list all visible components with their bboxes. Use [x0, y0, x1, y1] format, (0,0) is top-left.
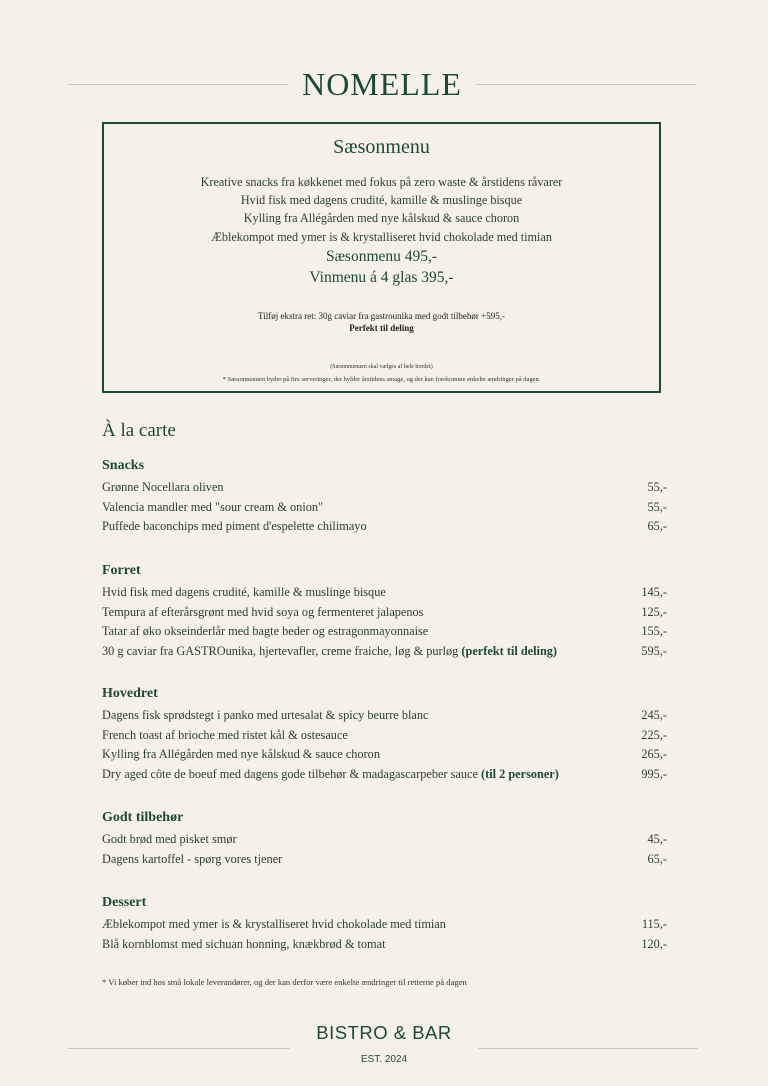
menu-item-text: Dry aged côte de boeuf med dagens gode tilbehør & madagascarpeber sauce: [102, 766, 481, 781]
season-title: Sæsonmenu: [333, 136, 430, 158]
menu-item-price: 120,-: [641, 936, 667, 951]
menu-item-price: 125,-: [641, 604, 667, 619]
menu-item: [102, 765, 667, 785]
menu-item-text: Puffede baconchips med piment d'espelette chilimayo: [102, 519, 367, 533]
menu-item-price: 995,-: [641, 766, 667, 781]
menu-item-name: [102, 603, 423, 623]
menu-item-text: Hvid fisk med dagens crudité, kamille & muslinge bisque: [102, 585, 386, 599]
menu-item-text: 30 g caviar fra GASTROunika, hjertevafler, creme fraiche, løg & purløg: [102, 643, 462, 658]
menu-item-name: [102, 726, 348, 746]
menu-item-name: [102, 622, 428, 642]
footer-title: BISTRO & BAR: [316, 1022, 452, 1043]
menu-item-price: 65,-: [647, 851, 667, 866]
season-course: Hvid fisk med dagens crudité, kamille & muslinge bisque: [240, 193, 523, 208]
menu-item: [102, 517, 667, 537]
season-footnote: * Sæsonmenuen byder på fire serveringer, der hylder årstidens smage, og der kan forekomme enkelte ændringer på dagen.: [222, 375, 541, 383]
header: [68, 62, 696, 106]
menu-item-name: [102, 830, 237, 850]
menu-item-text: Dagens fisk sprødstegt i panko med urtesalat & spicy beurre blanc: [102, 708, 429, 722]
season-course: Æblekompot med ymer is & krystalliseret hvid chokolade med timian: [211, 229, 552, 244]
extra-course: [104, 310, 659, 334]
supplier-footnote: * Vi køber ind hos små lokale leverandører, og der kan derfor være enkelte ændringer til retterne på dagen: [102, 977, 467, 987]
menu-item-price: 45,-: [647, 832, 667, 846]
menu-item-text: Æblekompot med ymer is & krystalliseret hvid chokolade med timian: [102, 917, 446, 931]
menu-item-price: 265,-: [641, 747, 667, 761]
header-rule-left: [68, 84, 288, 85]
season-menu-price: Sæsonmenu 495,-: [325, 247, 438, 265]
menu-item-name: [102, 583, 386, 603]
menu-item-price: 155,-: [641, 624, 667, 638]
menu-item-text: Kylling fra Allégården med nye kålskud & sauce choron: [102, 747, 380, 761]
season-note: (Sæsonmenuen skal vælges af hele bordet): [330, 363, 433, 370]
season-course: Kylling fra Allégården med nye kålskud & sauce choron: [243, 211, 520, 226]
wine-menu-price: Vinmenu á 4 glas 395,-: [309, 268, 454, 286]
brand-title: NOMELLE: [302, 65, 462, 102]
menu-item-price: 55,-: [647, 480, 667, 494]
menu-item-price: 145,-: [641, 585, 667, 599]
menu-item-name: [102, 765, 559, 785]
menu-item: [102, 498, 667, 518]
menu-item: [102, 603, 667, 623]
menu-item-text: Tatar af øko okseinderlår med bagte beder og estragonmayonnaise: [102, 624, 429, 638]
section-title: Dessert: [102, 895, 147, 910]
section-title: Snacks: [102, 458, 145, 473]
section-title: Godt tilbehør: [102, 810, 184, 825]
menu-item-name: [102, 642, 557, 662]
menu-item-name: [102, 935, 386, 955]
menu-item-price: 55,-: [647, 499, 667, 514]
menu-item-name: [102, 498, 323, 518]
menu-item-text: Grønne Nocellara oliven: [102, 480, 224, 494]
menu-item-text: Blå kornblomst med sichuan honning, knækbrød & tomat: [102, 936, 386, 951]
menu-item-price: 225,-: [641, 727, 667, 742]
menu-item: [102, 642, 667, 662]
menu-item-price: 245,-: [641, 708, 667, 722]
menu-section: [102, 895, 667, 954]
menu-item: [102, 478, 667, 498]
menu-item-price: 65,-: [647, 519, 667, 533]
menu-item-text: Dagens kartoffel - spørg vores tjener: [102, 851, 283, 866]
menu-item-name: [102, 706, 428, 726]
menu-item: [102, 583, 667, 603]
season-course: Kreative snacks fra køkkenet med fokus på zero waste & årstidens råvarer: [200, 175, 563, 189]
season-menu-box: [102, 122, 661, 393]
menu-item: [102, 850, 667, 870]
menu-item: [102, 935, 667, 955]
footer-rule-right: [478, 1048, 698, 1049]
menu-item-note: (til 2 personer): [481, 766, 559, 781]
menu-item-text: Tempura af efterårsgrønt med hvid soya og fermenteret jalapenos: [102, 604, 424, 619]
menu-item: [102, 622, 667, 642]
menu-item-name: [102, 915, 446, 935]
menu-section: [102, 686, 667, 784]
menu-item: [102, 745, 667, 765]
menu-item: [102, 915, 667, 935]
menu-item-name: [102, 517, 367, 537]
menu-item-price: 595,-: [641, 643, 667, 658]
header-rule-right: [476, 84, 696, 85]
menu-item-price: 115,-: [641, 917, 667, 931]
menu-item-name: [102, 478, 224, 498]
alacarte-title: À la carte: [102, 420, 176, 441]
menu-item-name: [102, 850, 282, 870]
menu-item-text: Godt brød med pisket smør: [102, 832, 237, 846]
menu-section: [102, 563, 667, 661]
menu-item-note: (perfekt til deling): [461, 643, 558, 658]
footer-rule-left: [68, 1048, 290, 1049]
menu-item: [102, 726, 667, 746]
section-title: Forret: [102, 563, 141, 578]
extra-course-text: Tilføj ekstra ret: 30g caviar fra gastrounika med godt tilbehør +595,-: [258, 310, 505, 321]
menu-section: [102, 810, 667, 869]
season-courses: [104, 173, 659, 246]
menu-item: [102, 706, 667, 726]
extra-course-bold: Perfekt til deling: [349, 322, 414, 333]
menu-item: [102, 830, 667, 850]
menu-section: [102, 458, 667, 537]
footer-established: EST. 2024: [360, 1054, 408, 1065]
section-title: Hovedret: [102, 686, 158, 701]
menu-item-name: [102, 745, 380, 765]
menu-item-text: French toast af brioche med ristet kål & ostesauce: [102, 727, 348, 742]
menu-item-text: Valencia mandler med "sour cream & onion": [102, 499, 324, 514]
